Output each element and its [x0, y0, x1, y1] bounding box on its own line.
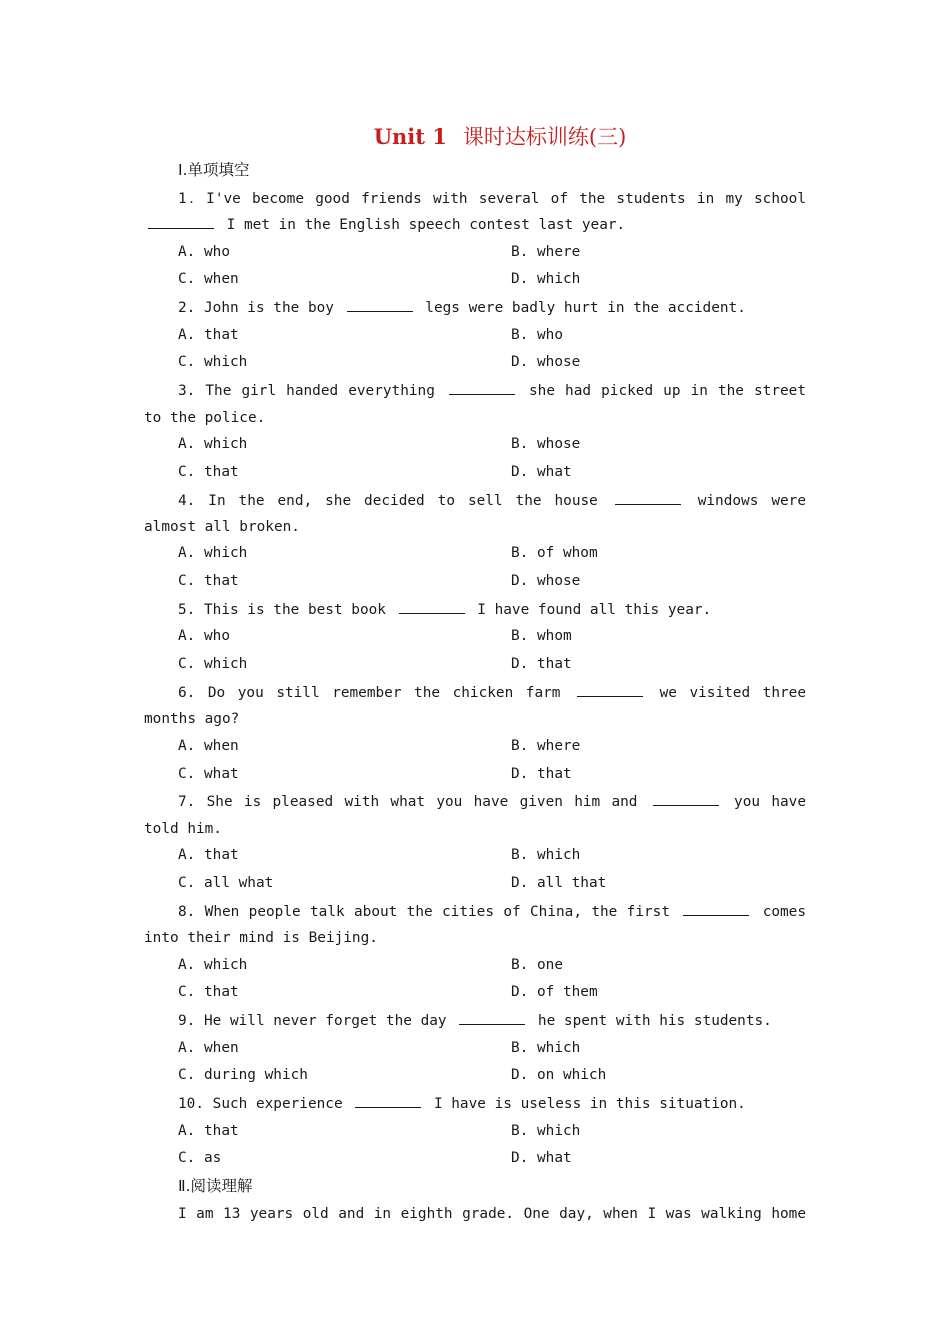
reading-paragraph: I am 13 years old and in eighth grade. One day, when I was walking home — [178, 1206, 806, 1223]
option-a: A. when — [178, 737, 239, 754]
option-c: C. during which — [178, 1067, 308, 1084]
question-list — [144, 185, 806, 1173]
question-stem — [144, 1090, 806, 1117]
question-text: he spent with his students. — [529, 1013, 772, 1030]
option-b: B. whose — [511, 436, 581, 453]
option-a: A. that — [178, 847, 239, 864]
option-b: B. which — [511, 1039, 581, 1056]
option-b: B. who — [511, 326, 563, 343]
option-d: D. that — [511, 765, 572, 782]
option-a: A. which — [178, 545, 248, 562]
option-a: A. that — [178, 326, 239, 343]
answer-blank — [615, 490, 681, 505]
option-a: A. which — [178, 956, 248, 973]
option-c: C. when — [178, 271, 239, 288]
options-grid — [144, 1118, 806, 1174]
option-a: A. that — [178, 1122, 239, 1139]
question-text: 9. He will never forget the day — [178, 1013, 456, 1030]
answer-blank — [148, 214, 214, 229]
question-stem — [144, 898, 806, 952]
section-heading-1: Ⅰ.单项填空 — [178, 161, 250, 179]
option-a: A. who — [178, 628, 230, 645]
options-grid — [144, 952, 806, 1008]
options-grid — [144, 540, 806, 596]
option-b: B. which — [511, 847, 581, 864]
answer-blank — [355, 1093, 421, 1108]
option-c: C. which — [178, 354, 248, 371]
option-b: B. where — [511, 243, 581, 260]
option-c: C. what — [178, 765, 239, 782]
option-d: D. whose — [511, 354, 581, 371]
question-text: 5. This is the best book — [178, 602, 395, 619]
question-text: I have found all this year. — [468, 602, 712, 619]
option-a: A. when — [178, 1039, 239, 1056]
option-d: D. which — [511, 271, 581, 288]
title-name: 课时达标训练(三) — [462, 125, 627, 149]
option-d: D. whose — [511, 573, 581, 590]
question-text: windows were almost all broken. — [144, 492, 806, 536]
options-grid — [144, 322, 806, 378]
title-unit: Unit 1 — [373, 124, 447, 149]
question-text: you have told him. — [144, 794, 806, 837]
option-d: D. what — [511, 463, 572, 480]
option-b: B. whom — [511, 628, 572, 645]
question-text: I have is useless in this situation. — [425, 1096, 746, 1113]
question-stem — [144, 679, 806, 733]
answer-blank — [449, 380, 515, 395]
answer-blank — [347, 297, 413, 312]
option-c: C. which — [178, 656, 248, 673]
question-text: 1．I've become good friends with several of the students in my school — [178, 190, 806, 207]
option-d: D. on which — [511, 1067, 607, 1084]
question-text: 6. Do you still remember the chicken farm — [178, 685, 574, 702]
options-grid — [144, 1035, 806, 1091]
option-d: D. what — [511, 1150, 572, 1167]
option-c: C. that — [178, 984, 239, 1001]
options-grid — [144, 733, 806, 789]
option-b: B. where — [511, 737, 581, 754]
question-text: 2. John is the boy — [178, 300, 343, 317]
answer-blank — [577, 682, 643, 697]
question-stem — [144, 487, 806, 541]
question-stem — [144, 294, 806, 321]
question-text: I met in the English speech contest last year. — [218, 217, 626, 234]
answer-blank — [399, 599, 465, 614]
exercise-content — [144, 157, 806, 1228]
question-text: 4. In the end, she decided to sell the house — [178, 492, 611, 509]
option-c: C. as — [178, 1150, 222, 1167]
option-c: C. all what — [178, 875, 274, 892]
question-text: she had picked up in the street to the police. — [144, 383, 806, 426]
page-title — [0, 121, 950, 151]
question-stem — [144, 185, 806, 239]
answer-blank — [683, 901, 749, 916]
option-a: A. who — [178, 243, 230, 260]
question-stem — [144, 788, 806, 842]
option-a: A. which — [178, 436, 248, 453]
option-b: B. one — [511, 956, 563, 973]
question-text: 8. When people talk about the cities of China, the first — [178, 903, 680, 920]
option-c: C. that — [178, 573, 239, 590]
option-d: D. that — [511, 656, 572, 673]
question-stem — [144, 1007, 806, 1034]
question-stem — [144, 377, 806, 431]
option-d: D. all that — [511, 875, 607, 892]
answer-blank — [653, 791, 719, 806]
options-grid — [144, 431, 806, 487]
question-text: legs were badly hurt in the accident. — [416, 300, 746, 317]
options-grid — [144, 239, 806, 295]
option-b: B. which — [511, 1122, 581, 1139]
option-d: D. of them — [511, 984, 598, 1001]
question-text: we visited three months ago? — [144, 685, 806, 728]
option-b: B. of whom — [511, 545, 598, 562]
question-text: comes into their mind is Beijing. — [144, 903, 807, 947]
section-heading-2: Ⅱ.阅读理解 — [178, 1177, 253, 1196]
options-grid — [144, 623, 806, 679]
question-text: 7. She is pleased with what you have given him and — [178, 794, 649, 811]
question-stem — [144, 596, 806, 623]
question-text: 3. The girl handed everything — [178, 383, 445, 400]
answer-blank — [459, 1010, 525, 1025]
options-grid — [144, 842, 806, 898]
question-text: 10. Such experience — [178, 1096, 352, 1113]
option-c: C. that — [178, 463, 239, 480]
